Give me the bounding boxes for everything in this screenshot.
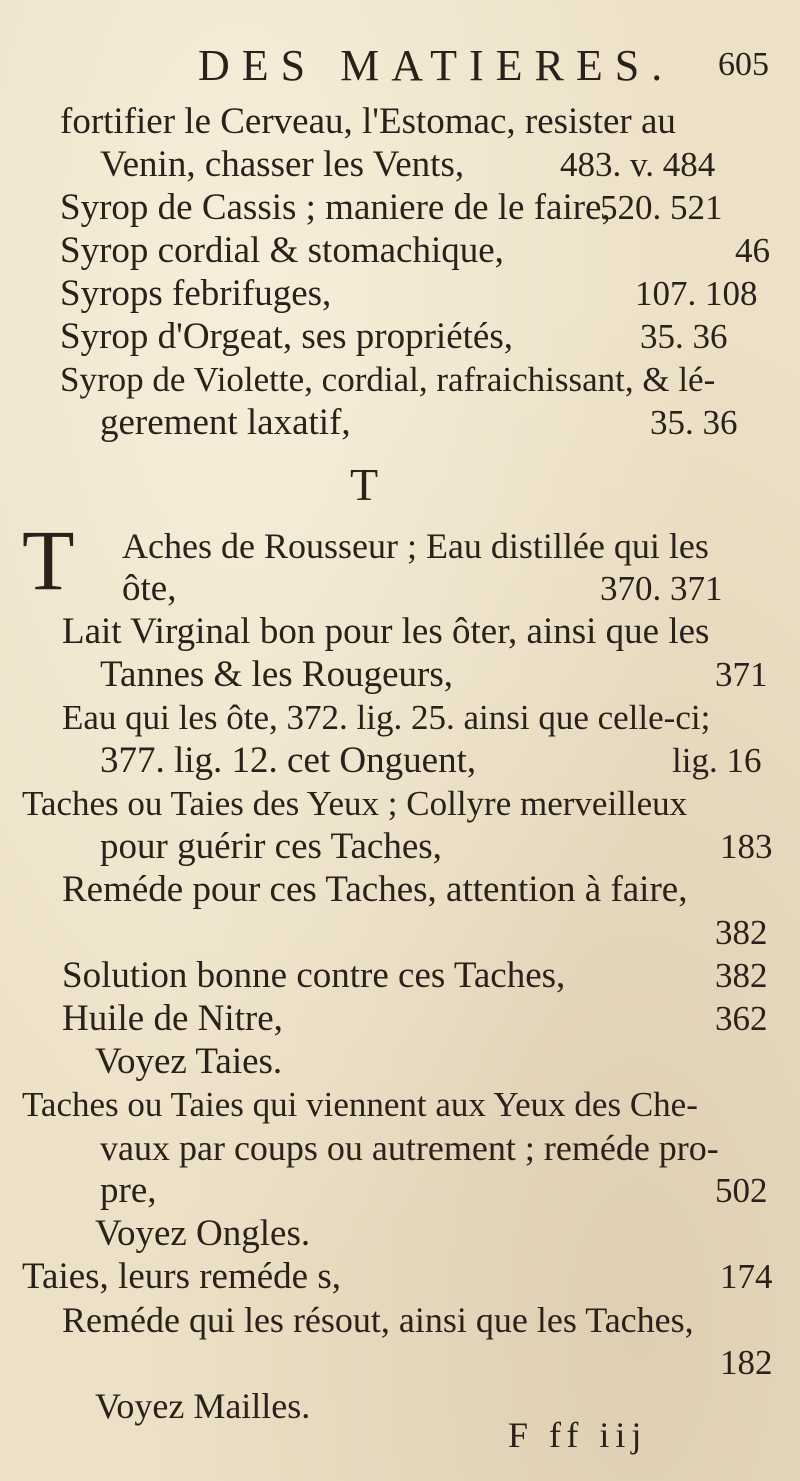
index-entry-page: 182 [720, 1343, 773, 1382]
index-entry-text: gerement laxatif, [100, 402, 351, 443]
index-entry-text: Taches ou Taies qui viennent aux Yeux des Che- [22, 1085, 698, 1124]
index-entry-page: 183 [720, 827, 773, 866]
index-entry-text: Taches ou Taies des Yeux ; Collyre merveilleux [22, 784, 688, 823]
index-entry-text: Huile de Nitre, [62, 998, 283, 1039]
index-entry-page: lig. 16 [672, 741, 762, 780]
index-entry-text: Voyez Taies. [95, 1041, 283, 1082]
index-entry-text: Eau qui les ôte, 372. lig. 25. ainsi que celle-ci; [62, 698, 711, 737]
index-entry-page: 382 [715, 956, 768, 995]
index-entry-page: 46 [735, 231, 770, 270]
index-entry-page: 483. v. 484 [560, 145, 716, 184]
header-title: DES MATIERES. [198, 41, 675, 90]
index-entry-text: ôte, [122, 568, 177, 609]
index-entry-text: Solution bonne contre ces Taches, [62, 955, 566, 996]
index-entry-text: Reméde pour ces Taches, attention à faire, [62, 869, 688, 910]
index-entry-page: 362 [715, 999, 768, 1038]
index-entry-text: Syrop cordial & stomachique, [60, 230, 504, 271]
index-entry-page: 502 [715, 1171, 768, 1210]
index-entry-page: 370. 371 [600, 569, 723, 608]
running-header [0, 40, 800, 100]
signature-mark: F ff iij [508, 1415, 648, 1455]
index-entry-text: Syrop d'Orgeat, ses propriétés, [60, 316, 513, 357]
index-entry-text: pour guérir ces Taches, [100, 826, 442, 867]
section-letter: T [350, 459, 379, 510]
index-entry-text: Venin, chasser les Vents, [100, 144, 465, 185]
index-entry-text: Taies, leurs reméde s, [22, 1256, 341, 1297]
index-entry-page: 107. 108 [635, 274, 758, 313]
index-entry-text: Syrop de Violette, cordial, rafraichissant, & lé- [60, 360, 716, 399]
index-entry-page: 382 [715, 913, 768, 952]
index-entry-text: Voyez Mailles. [95, 1386, 311, 1426]
index-entry-text: vaux par coups ou autrement ; reméde pro- [100, 1128, 719, 1168]
drop-capital: T [22, 512, 75, 608]
index-entry-page: 520. 521 [600, 188, 723, 227]
index-entry-text: Aches de Rousseur ; Eau distillée qui les [122, 526, 709, 566]
page-number: 605 [718, 46, 769, 83]
index-entry-text: Tannes & les Rougeurs, [100, 654, 453, 695]
index-entry-page: 174 [720, 1257, 773, 1296]
index-entry-page: 35. 36 [640, 317, 728, 356]
index-entry-text: Lait Virginal bon pour les ôter, ainsi que les [62, 611, 710, 652]
index-entry-page: 35. 36 [650, 403, 738, 442]
index-entry-page: 371 [715, 655, 768, 694]
index-entry-text: pre, [100, 1170, 157, 1211]
index-entry-text: 377. lig. 12. cet Onguent, [100, 740, 477, 781]
index-entry-text: Voyez Ongles. [95, 1213, 311, 1254]
index-entry-text: Syrops febrifuges, [60, 273, 332, 314]
index-entry-text: fortifier le Cerveau, l'Estomac, resister au [60, 101, 676, 142]
index-entry-text: Reméde qui les résout, ainsi que les Taches, [62, 1300, 694, 1340]
index-entry-text: Syrop de Cassis ; maniere de le faire, [60, 187, 611, 228]
